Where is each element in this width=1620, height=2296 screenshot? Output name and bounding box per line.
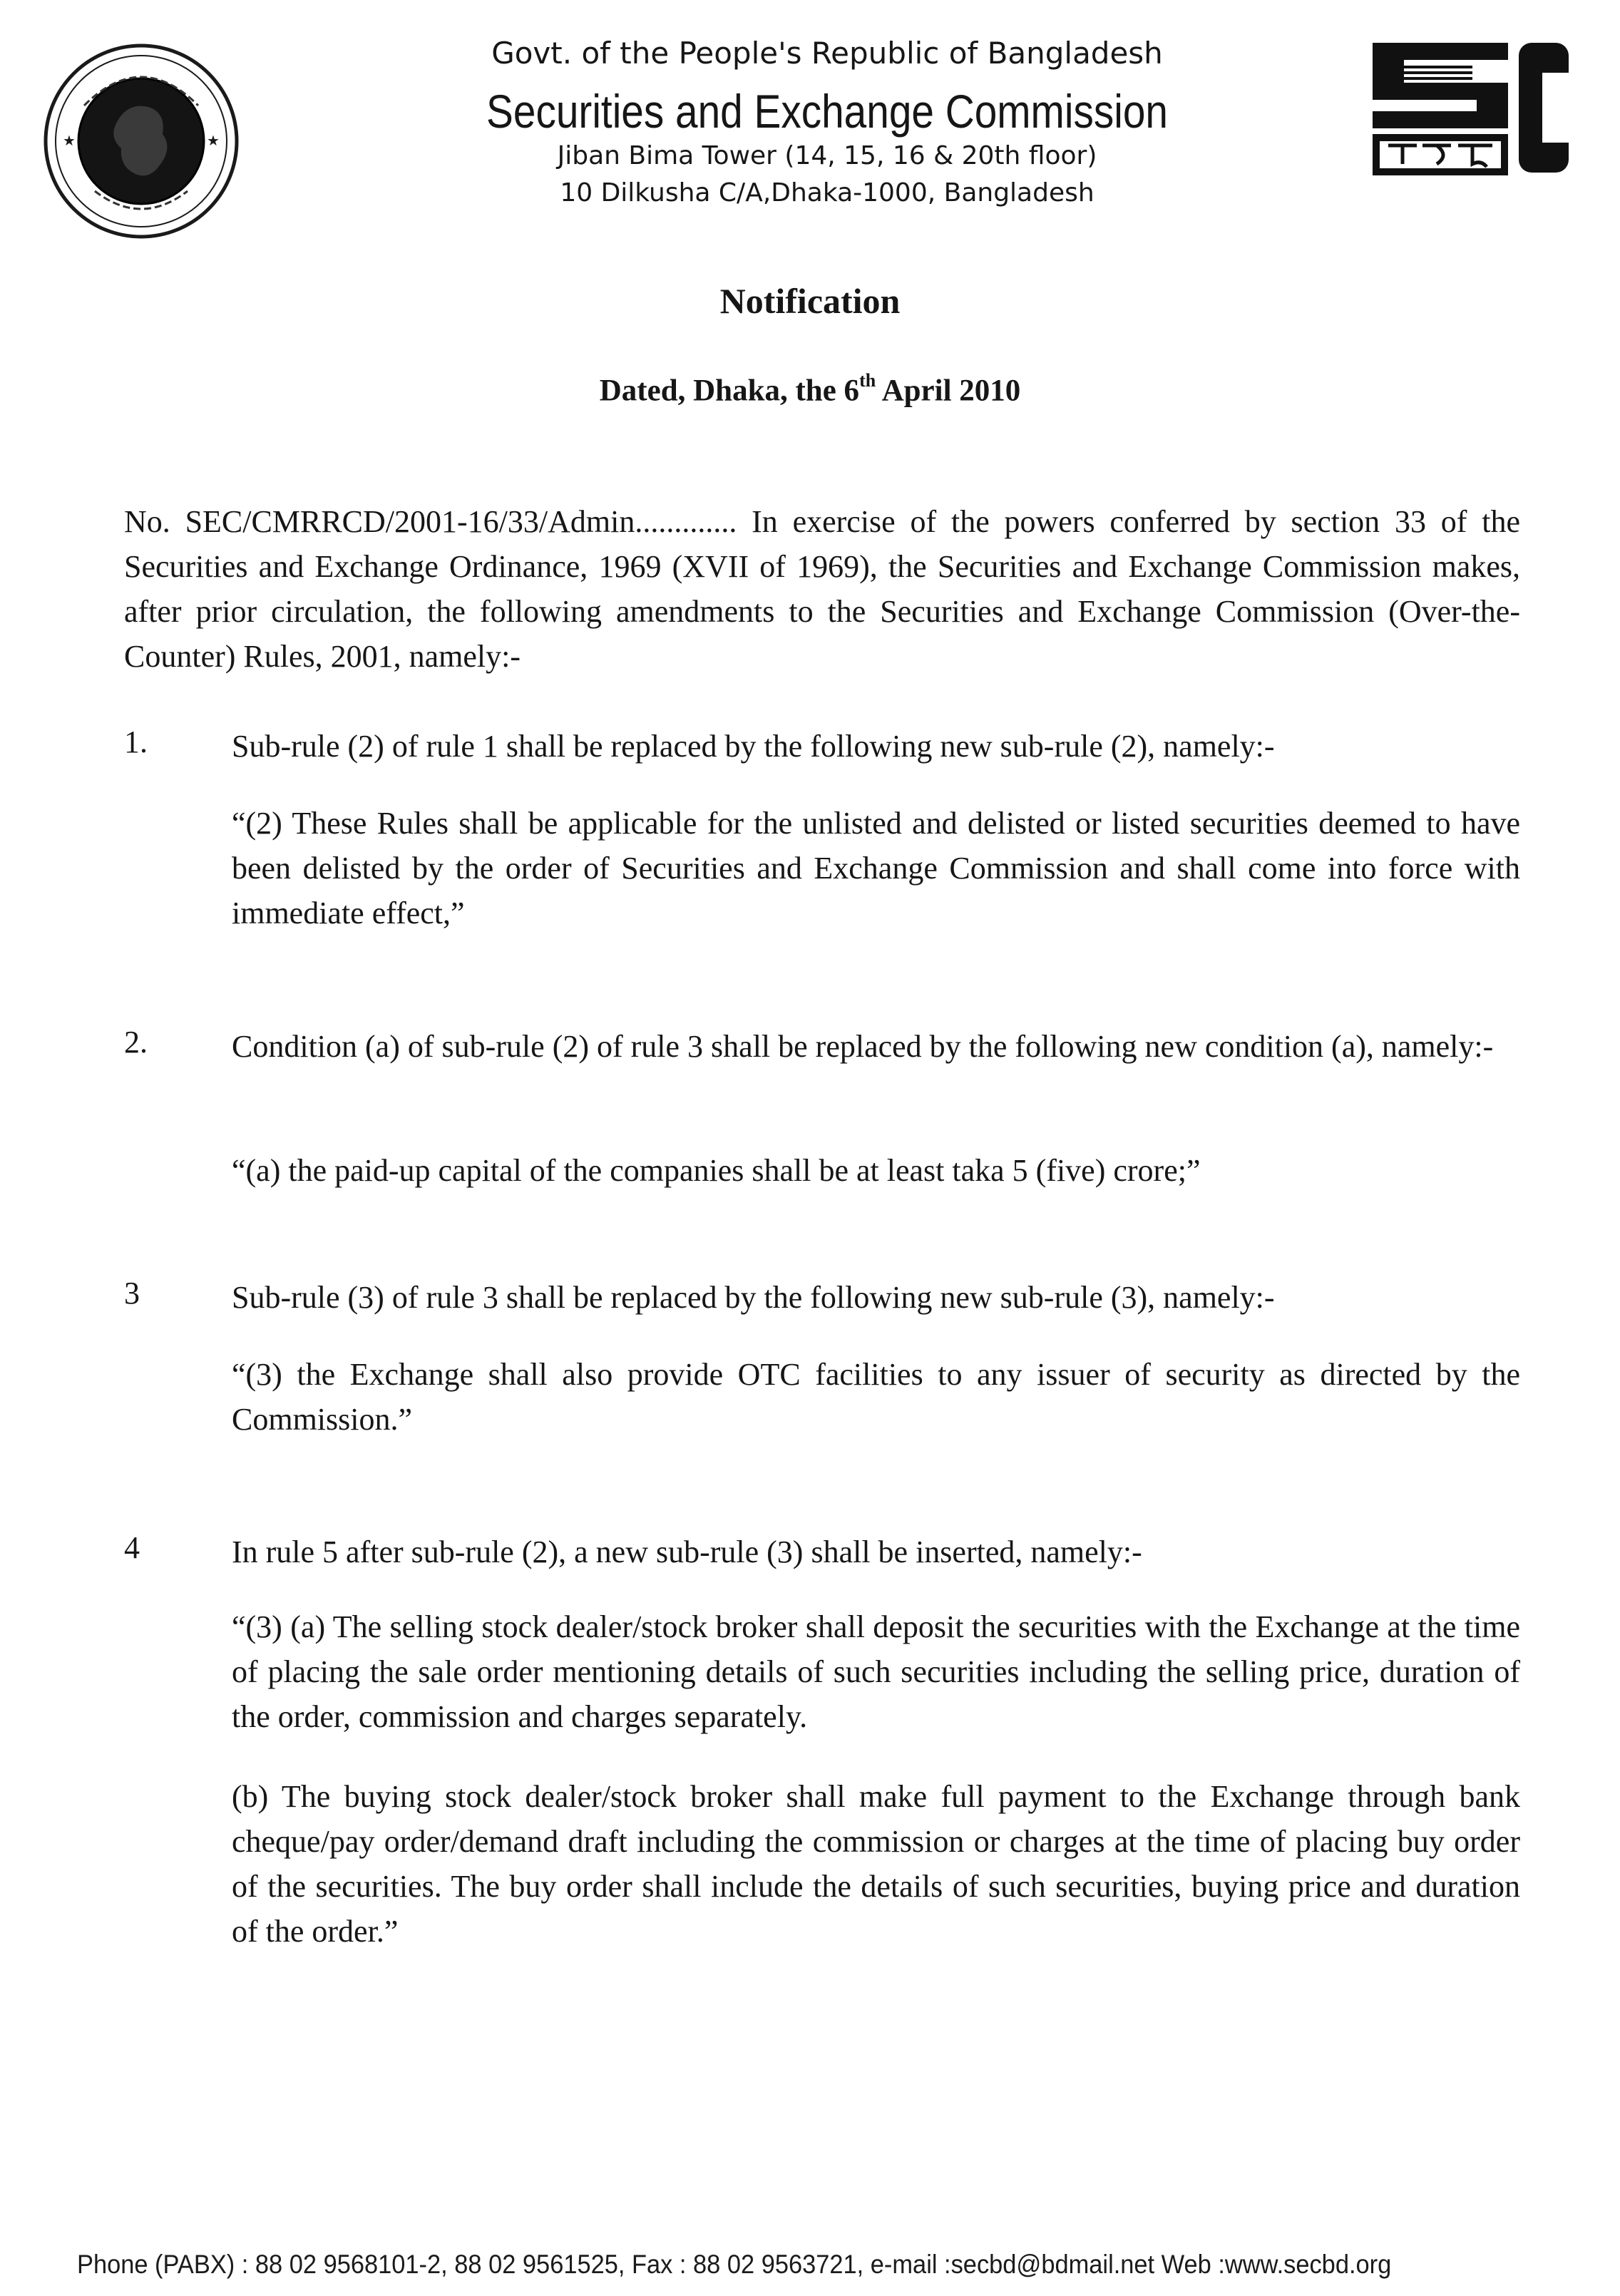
item-4-quote-a: “(3) (a) The selling stock dealer/stock broker shall deposit the securities with the Exchange at the time of placing the sale order mentioning details of such securities including the selling price, duration of the order, commission and charges separately. [232, 1609, 1520, 1734]
svg-text:★: ★ [63, 132, 76, 149]
item-3-number: 3 [124, 1276, 140, 1311]
item-1-quote: “(2) These Rules shall be applicable for the unlisted and delisted or listed securities deemed to have been delisted by the order of Securities and Exchange Commission and shall come into force with immediate effect,” [232, 806, 1520, 931]
item-1-number: 1. [124, 724, 148, 759]
item-3-quote: “(3) the Exchange shall also provide OTC facilities to any issuer of security as directed by the Commission.” [232, 1357, 1520, 1437]
item-4-heading: In rule 5 after sub-rule (2), a new sub-rule (3) shall be inserted, namely:- [232, 1534, 1142, 1569]
item-3-heading: Sub-rule (3) of rule 3 shall be replaced by the following new sub-rule (3), namely:- [232, 1280, 1275, 1315]
intro-paragraph: No. SEC/CMRRCD/2001-16/33/Admin............. In exercise of the powers conferred by section 33 of the Securities and Exchange Ordinance, 1969 (XVII of 1969), the Securities and Exchange Commission makes, after prior circulation, the following amendments to the Securities and Exchange Commission (Over-the-Counter) Rules, 2001, namely:- [124, 504, 1520, 674]
header-government-line: Govt. of the People's Republic of Bangladesh [491, 36, 1163, 71]
header-address-line-1: Jiban Bima Tower (14, 15, 16 & 20th floor) [557, 141, 1097, 170]
item-4-number: 4 [124, 1530, 140, 1565]
sec-logo-icon [1373, 37, 1572, 180]
government-seal-icon [41, 41, 241, 241]
date-ordinal: th [859, 370, 876, 391]
header-address-line-2: 10 Dilkusha C/A,Dhaka-1000, Bangladesh [560, 178, 1094, 207]
item-2-heading: Condition (a) of sub-rule (2) of rule 3 shall be replaced by the following new condition (a), namely:- [232, 1029, 1494, 1064]
item-2-number: 2. [124, 1025, 148, 1060]
item-4-quote-b: (b) The buying stock dealer/stock broker shall make full payment to the Exchange through bank cheque/pay order/demand draft including the commission or charges at the time of placing buy order of the securities. The buy order shall include the details of such securities, buying price and duration of the order.” [232, 1779, 1520, 1949]
notification-date [0, 370, 1620, 408]
date-suffix: April 2010 [876, 374, 1021, 408]
item-2-quote: “(a) the paid-up capital of the companies shall be at least taka 5 (five) crore;” [232, 1153, 1201, 1188]
footer-contact-line: Phone (PABX) : 88 02 9568101-2, 88 02 9561525, Fax : 88 02 9563721, e-mail :secbd@bdmail.net Web :www.secbd.org [77, 2250, 1392, 2279]
date-prefix: Dated, Dhaka, the 6 [599, 374, 860, 408]
svg-text:★: ★ [207, 132, 220, 149]
item-1-heading: Sub-rule (2) of rule 1 shall be replaced by the following new sub-rule (2), namely:- [232, 729, 1275, 764]
notification-title: Notification [719, 281, 901, 321]
header-commission-name: Securities and Exchange Commission [486, 85, 1168, 138]
